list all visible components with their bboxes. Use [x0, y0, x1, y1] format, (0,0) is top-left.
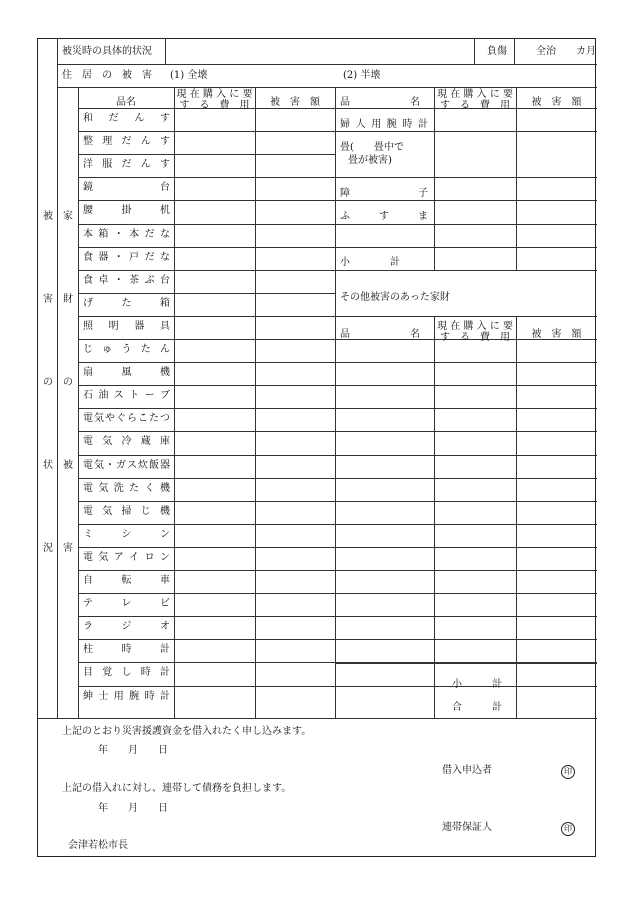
left-item-row: 食 器 ・ 戸 だ な — [83, 251, 170, 263]
other-header-damage: 被 害 額 — [531, 329, 582, 340]
rule-line — [78, 593, 335, 594]
rule-line — [335, 524, 597, 525]
rule-line — [78, 662, 335, 663]
left-item-row: 自 転 車 — [83, 575, 170, 586]
date-1[interactable]: 年 月 日 — [98, 745, 168, 756]
right-item-shoji: 障 子 — [340, 188, 428, 199]
rule-line — [78, 408, 335, 409]
rule-line — [78, 478, 335, 479]
left-item-row: 電 気 洗 た く 機 — [83, 482, 170, 494]
left-item-row: 腰 掛 机 — [83, 205, 170, 217]
rule-line — [335, 593, 597, 594]
rule-line — [174, 87, 175, 718]
left-item-row: 扇 風 機 — [83, 367, 170, 379]
rule-line — [335, 362, 597, 363]
rule-line — [335, 547, 597, 548]
rule-line — [78, 270, 335, 271]
other-header-item: 品 名 — [340, 329, 420, 340]
left-item-row: 電 気 掃 じ 機 — [83, 505, 170, 517]
left-item-row: 目 覚 し 時 計 — [83, 667, 170, 679]
seal-icon: 印 — [561, 765, 575, 779]
rule-line — [335, 431, 597, 432]
injury-label: 負傷 — [487, 46, 507, 57]
rule-line — [78, 131, 335, 132]
right-item-fusuma: ふ す ま — [340, 211, 428, 222]
rule-line — [78, 362, 335, 363]
left-item-row: ミ シ ン — [83, 528, 170, 540]
outer-side-char: 状 — [43, 460, 53, 471]
header-cost: 現 在 購 入 に 要 す る 費 用 — [176, 89, 253, 111]
rule-line — [78, 455, 335, 456]
inner-side-char: 被 — [63, 460, 73, 471]
date-2[interactable]: 年 月 日 — [98, 803, 168, 814]
rule-line — [335, 177, 597, 178]
rule-line — [335, 224, 597, 225]
injury-duration[interactable]: 全治 カ月 — [536, 46, 596, 57]
left-item-row: 電 気 冷 蔵 庫 — [83, 436, 170, 448]
left-item-row: 電 気 ・ ガ ス 炊 飯 器 — [83, 459, 170, 471]
applicant-label: 借入申込者 — [442, 765, 492, 776]
inner-side-char: 家 — [63, 211, 73, 222]
rule-line — [78, 224, 335, 225]
left-item-row: 電 気 ア イ ロ ン — [83, 551, 170, 563]
rule-line — [255, 87, 256, 718]
rule-line — [78, 547, 335, 548]
left-item-row: 電 気 や ぐ ら こ た つ — [83, 413, 170, 425]
rule-line — [335, 385, 597, 386]
right-item-watch: 婦 人 用 腕 時 計 — [340, 119, 428, 130]
left-item-row: ラ ジ オ — [83, 621, 170, 633]
declaration-line-2: 上記の借入れに対し、連帯して債務を負担します。 — [62, 783, 292, 794]
rule-line — [335, 316, 597, 317]
inner-side-char: 財 — [63, 294, 73, 305]
left-item-row: 柱 時 計 — [83, 644, 170, 656]
rule-line — [78, 501, 335, 502]
rule-line — [335, 247, 597, 248]
left-item-row: げ た 箱 — [83, 297, 170, 309]
option-half-destruction[interactable]: (2) 半壊 — [343, 70, 381, 81]
rule-line — [78, 431, 335, 432]
rule-line — [335, 501, 597, 502]
inner-side-char: 害 — [63, 543, 73, 554]
right-subtotal: 小 計 — [340, 257, 400, 268]
rule-line — [335, 200, 597, 201]
rule-line — [78, 247, 335, 248]
outer-side-char: 況 — [43, 543, 53, 554]
rule-line — [335, 87, 336, 718]
table-bottom — [38, 718, 597, 719]
right-item-tatami-2: 畳が被害) — [348, 155, 392, 166]
rule-line — [516, 316, 517, 718]
application-form — [37, 38, 596, 857]
header-damage: 被 害 額 — [270, 97, 320, 108]
header-item-right: 品 名 — [340, 97, 420, 108]
rule-line — [434, 316, 435, 718]
rule-line — [78, 316, 335, 317]
header-cost-right: 現 在 購 入 に 要 す る 費 用 — [437, 89, 513, 111]
rule-line — [78, 686, 335, 687]
guarantor-label: 連帯保証人 — [442, 822, 492, 833]
other-header-cost: 現 在 購 入 に 要 す る 費 用 — [437, 321, 513, 343]
rule-line — [78, 339, 335, 340]
rule-line — [78, 639, 335, 640]
subtotal-label: 小 計 — [452, 679, 502, 690]
left-item-row: 紳 士 用 腕 時 計 — [83, 690, 170, 702]
seal-icon: 印 — [561, 822, 575, 836]
rule-line — [78, 177, 335, 178]
header-item: 品名 — [116, 97, 136, 108]
rule-line — [335, 270, 597, 271]
rule-line — [78, 108, 597, 109]
rule-line — [335, 455, 597, 456]
rule-line — [335, 131, 597, 132]
rule-line — [78, 524, 335, 525]
left-item-row: 鏡 台 — [83, 182, 170, 194]
left-item-row: 洋 服 だ ん す — [83, 159, 170, 171]
rule-line — [335, 639, 597, 640]
left-item-row: 整 理 だ ん す — [83, 136, 170, 148]
rule-line — [516, 87, 517, 270]
rule-line — [335, 616, 597, 617]
left-item-row: 食 卓 ・ 茶 ぶ 台 — [83, 274, 170, 286]
rule-line — [78, 154, 335, 155]
option-total-destruction[interactable]: (1) 全壊 — [170, 70, 208, 81]
other-items-title: その他被害のあった家財 — [340, 292, 450, 303]
outer-side-char: 被 — [43, 211, 53, 222]
rule-line — [78, 293, 335, 294]
left-item-row: 和 だ ん す — [83, 113, 170, 124]
left-item-row: テ レ ビ — [83, 598, 170, 610]
situation-label: 被災時の具体的状況 — [62, 46, 152, 57]
rule-line — [78, 385, 335, 386]
outer-side-char: の — [43, 377, 53, 388]
inner-side-char: の — [63, 377, 73, 388]
right-item-tatami-1[interactable]: 畳( 畳中で — [340, 142, 404, 153]
left-item-row: 照 明 器 具 — [83, 320, 170, 332]
header-damage-right: 被 害 額 — [531, 97, 582, 108]
rule-line — [78, 570, 335, 571]
rule-line — [335, 478, 597, 479]
residence-damage-label: 住 居 の 被 害 — [62, 70, 152, 81]
declaration-line-1: 上記のとおり災害援護資金を借入れたく申し込みます。 — [62, 726, 312, 737]
rule-line — [434, 87, 435, 270]
mayor-label: 会津若松市長 — [68, 840, 128, 851]
outer-side-char: 害 — [43, 294, 53, 305]
left-item-row: じ ゅ う た ん — [83, 344, 170, 355]
total-label: 合 計 — [452, 702, 502, 713]
rule-line — [78, 200, 335, 201]
left-item-row: 石 油 ス ト ー ブ — [83, 390, 170, 402]
rule-line — [335, 570, 597, 571]
left-item-row: 本 箱 ・ 本 だ な — [83, 228, 170, 240]
rule-line — [335, 663, 597, 664]
rule-line — [335, 408, 597, 409]
rule-line — [78, 616, 335, 617]
